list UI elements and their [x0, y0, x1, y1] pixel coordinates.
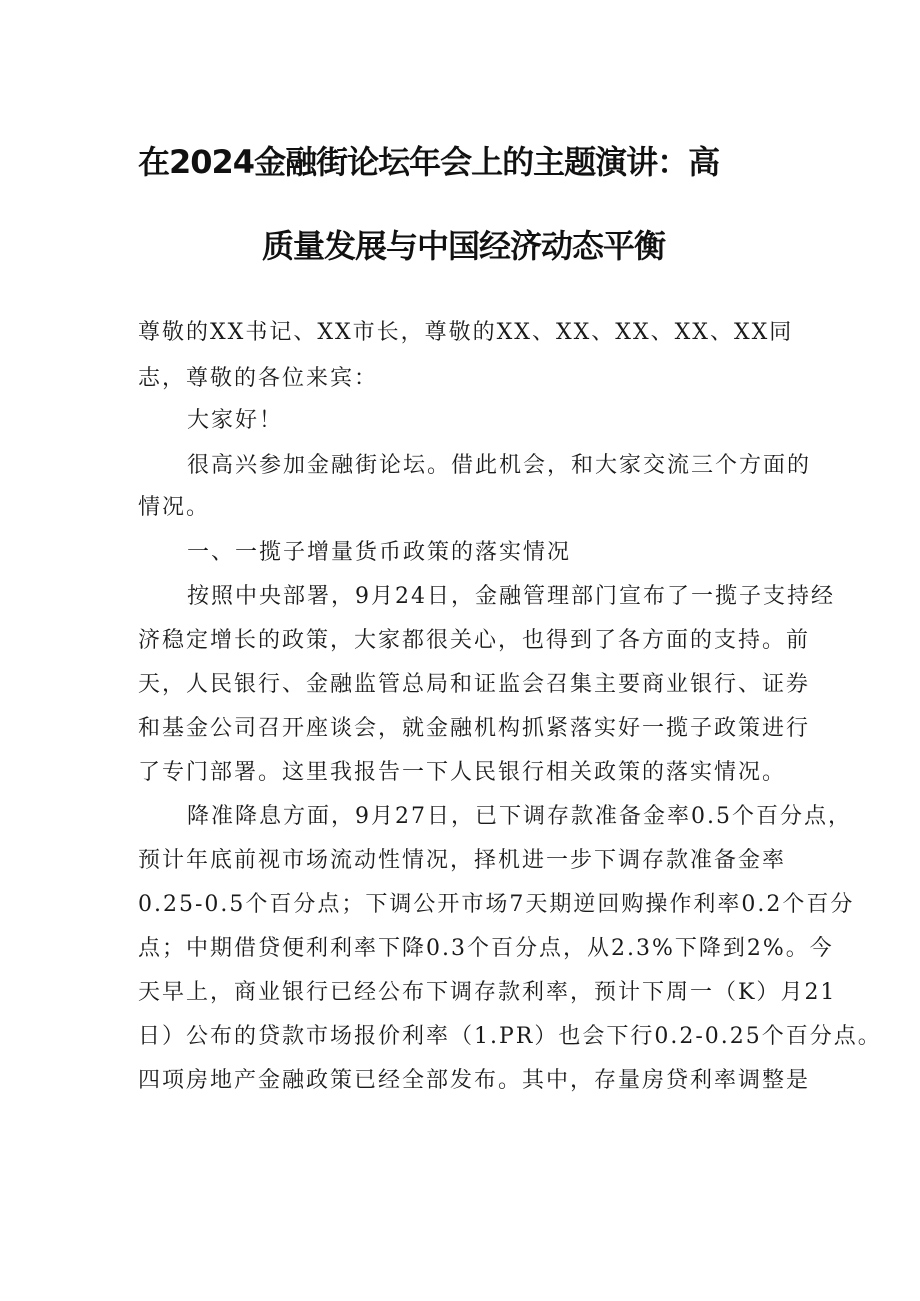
- paragraph-line: 了专门部署。这里我报告一下人民银行相关政策的落实情况。: [138, 760, 787, 785]
- paragraph-line: 天早上，商业银行已经公布下调存款利率，预计下周一（K）月21: [138, 980, 837, 1005]
- paragraph-line: 0.25-0.5个百分点；下调公开市场7天期逆回购操作利率0.2个百分: [138, 892, 855, 917]
- document-title-line-2: 质量发展与中国经济动态平衡: [262, 227, 666, 265]
- paragraph-line: 和基金公司召开座谈会，就金融机构抓紧落实好一揽子政策进行: [138, 716, 811, 741]
- salutation-line-2: 志，尊敬的各位来宾：: [138, 366, 379, 391]
- paragraph-line: 按照中央部署，9月24日，金融管理部门宣布了一揽子支持经: [187, 584, 835, 609]
- paragraph-line: 预计年底前视市场流动性情况，择机进一步下调存款准备金率: [138, 848, 787, 873]
- section-heading-1: 一、一揽子增量货币政策的落实情况: [187, 540, 572, 565]
- document-title-line-1: 在2024金融街论坛年会上的主题演讲：高: [138, 143, 720, 181]
- greeting-line: 大家好！: [187, 408, 284, 433]
- intro-line-1: 很高兴参加金融街论坛。借此机会，和大家交流三个方面的: [187, 453, 812, 478]
- paragraph-line: 点；中期借贷便利利率下降0.3个百分点，从2.3%下降到2%。今: [138, 936, 834, 961]
- paragraph-line: 济稳定增长的政策，大家都很关心，也得到了各方面的支持。前: [138, 628, 811, 653]
- paragraph-line: 四项房地产金融政策已经全部发布。其中，存量房贷利率调整是: [138, 1068, 811, 1093]
- paragraph-line: 天，人民银行、金融监管总局和证监会召集主要商业银行、证券: [138, 672, 811, 697]
- paragraph-line: 降准降息方面，9月27日，已下调存款准备金率0.5个百分点，: [187, 804, 852, 829]
- intro-line-2: 情况。: [138, 495, 211, 520]
- salutation-line-1: 尊敬的XX书记、XX市长，尊敬的XX、XX、XX、XX、XX同: [138, 320, 794, 345]
- paragraph-line: 日）公布的贷款市场报价利率（1.PR）也会下行0.2-0.25个百分点。: [138, 1024, 882, 1049]
